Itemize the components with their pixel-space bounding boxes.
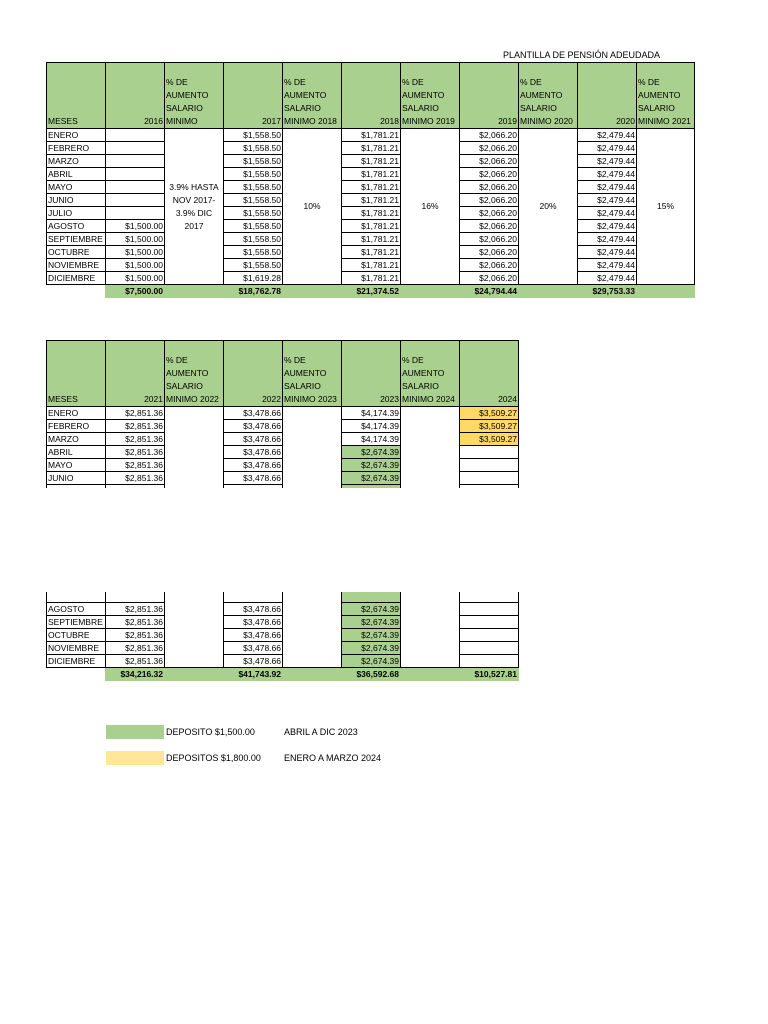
- value-2018: $1,781.21: [342, 207, 401, 220]
- value-2020: $2,479.44: [578, 181, 637, 194]
- table-row: [47, 246, 695, 259]
- value-2024: [460, 603, 519, 616]
- value-2018: $1,781.21: [342, 233, 401, 246]
- value-2017: $1,558.50: [224, 246, 283, 259]
- value-2016: [106, 142, 165, 155]
- total-2024: $10,527.81: [460, 668, 519, 681]
- total-blank: [165, 285, 224, 298]
- value-2023: $2,674.39: [342, 446, 401, 459]
- pct-2017-cell: 3.9% HASTA NOV 2017- 3.9% DIC 2017: [165, 129, 224, 285]
- month-cell: MARZO: [47, 155, 106, 168]
- value-2021: $2,851.36: [106, 472, 165, 485]
- value-2019: $2,066.20: [460, 155, 519, 168]
- value-2021: $2,851.36: [106, 459, 165, 472]
- value-2019: $2,066.20: [460, 246, 519, 259]
- total-blank: [283, 285, 342, 298]
- total-2019: $24,794.44: [460, 285, 519, 298]
- value-2024: [460, 616, 519, 629]
- month-cell: ENERO: [47, 129, 106, 142]
- value-2022: $3,478.66: [224, 655, 283, 668]
- value-2023: $4,174.39: [342, 420, 401, 433]
- pct-2018-cell: 10%: [283, 129, 342, 285]
- header-2021: 2021: [106, 341, 165, 407]
- value-2023: $2,674.39: [342, 616, 401, 629]
- value-2018: $1,781.21: [342, 220, 401, 233]
- header-meses: MESES: [47, 63, 106, 129]
- value-2017: $1,558.50: [224, 233, 283, 246]
- value-2021: $2,851.36: [106, 407, 165, 420]
- month-cell: SEPTIEMBRE: [47, 616, 106, 629]
- header-pct-2019: % DE AUMENTO SALARIO MINIMO 2019: [401, 63, 460, 129]
- total-2023: $36,592.68: [342, 668, 401, 681]
- total-blank: [401, 668, 460, 681]
- month-cell: NOVIEMBRE: [47, 642, 106, 655]
- value-2017: $1,558.50: [224, 259, 283, 272]
- month-cell: NOVIEMBRE: [47, 259, 106, 272]
- header-meses: MESES: [47, 341, 106, 407]
- value-2020: $2,479.44: [578, 168, 637, 181]
- value-2022: $3,478.66: [224, 603, 283, 616]
- pension-table-2016-2021: [46, 62, 695, 298]
- page-title: PLANTILLA DE PENSIÓN ADEUDADA: [503, 50, 661, 60]
- value-2021: $2,851.36: [106, 642, 165, 655]
- value-2017: $1,558.50: [224, 181, 283, 194]
- totals-row: [47, 668, 519, 681]
- value-2018: $1,781.21: [342, 129, 401, 142]
- value-2016: $1,500.00: [106, 233, 165, 246]
- value-2020: $2,479.44: [578, 142, 637, 155]
- month-cell: OCTUBRE: [47, 629, 106, 642]
- total-2018: $21,374.52: [342, 285, 401, 298]
- value-2018: $1,781.21: [342, 272, 401, 285]
- value-2018: $1,781.21: [342, 155, 401, 168]
- value-2024: $3,509.27: [460, 433, 519, 446]
- value-2016: $1,500.00: [106, 220, 165, 233]
- value-2022: $3,478.66: [224, 642, 283, 655]
- table-row: [47, 259, 695, 272]
- legend-label-green: DEPOSITO $1,500.00: [166, 727, 255, 737]
- value-2024: [460, 629, 519, 642]
- value-2019: $2,066.20: [460, 207, 519, 220]
- value-2018: $1,781.21: [342, 194, 401, 207]
- value-2016: [106, 194, 165, 207]
- value-2018: $1,781.21: [342, 181, 401, 194]
- value-2022: $3,478.66: [224, 433, 283, 446]
- month-cell: MAYO: [47, 459, 106, 472]
- value-2017: $1,558.50: [224, 168, 283, 181]
- value-2020: $2,479.44: [578, 207, 637, 220]
- month-cell: AGOSTO: [47, 603, 106, 616]
- header-2023: 2023: [342, 341, 401, 407]
- value-2024: [460, 642, 519, 655]
- month-cell: OCTUBRE: [47, 246, 106, 259]
- value-2020: $2,479.44: [578, 233, 637, 246]
- value-2019: $2,066.20: [460, 142, 519, 155]
- month-cell: DICIEMBRE: [47, 655, 106, 668]
- value-2017: $1,558.50: [224, 142, 283, 155]
- value-2023: $2,674.39: [342, 629, 401, 642]
- value-2023: $2,674.39: [342, 603, 401, 616]
- totals-spacer: [47, 285, 106, 298]
- month-cell: FEBRERO: [47, 142, 106, 155]
- page-break-gap: [0, 488, 768, 592]
- month-cell: JUNIO: [47, 472, 106, 485]
- value-2024: $3,509.27: [460, 420, 519, 433]
- table-row: [47, 168, 695, 181]
- table-row: [47, 142, 695, 155]
- header-2016: 2016: [106, 63, 165, 129]
- value-2023: $2,674.39: [342, 472, 401, 485]
- legend-swatch-green: [106, 725, 164, 739]
- value-2017: $1,558.50: [224, 155, 283, 168]
- totals-spacer: [47, 668, 106, 681]
- header-2017: 2017: [224, 63, 283, 129]
- value-2019: $2,066.20: [460, 194, 519, 207]
- value-2023: $4,174.39: [342, 433, 401, 446]
- value-2018: $1,781.21: [342, 259, 401, 272]
- value-2019: $2,066.20: [460, 181, 519, 194]
- value-2017: $1,558.50: [224, 220, 283, 233]
- value-2020: $2,479.44: [578, 129, 637, 142]
- value-2016: [106, 207, 165, 220]
- value-2020: $2,479.44: [578, 272, 637, 285]
- total-2017: $18,762.78: [224, 285, 283, 298]
- header-pct-2024: % DE AUMENTO SALARIO MINIMO 2024: [401, 341, 460, 407]
- value-2017: $1,558.50: [224, 129, 283, 142]
- value-2017: $1,619.28: [224, 272, 283, 285]
- month-cell: ENERO: [47, 407, 106, 420]
- value-2021: $2,851.36: [106, 616, 165, 629]
- header-pct-2018: % DE AUMENTO SALARIO MINIMO 2018: [283, 63, 342, 129]
- total-blank: [283, 668, 342, 681]
- value-2022: $3,478.66: [224, 472, 283, 485]
- value-2019: $2,066.20: [460, 168, 519, 181]
- value-2021: $2,851.36: [106, 446, 165, 459]
- value-2021: $2,851.36: [106, 420, 165, 433]
- value-2019: $2,066.20: [460, 233, 519, 246]
- value-2024: [460, 446, 519, 459]
- value-2024: [460, 655, 519, 668]
- total-2020: $29,753.33: [578, 285, 637, 298]
- month-cell: MARZO: [47, 433, 106, 446]
- header-2018: 2018: [342, 63, 401, 129]
- month-cell: SEPTIEMBRE: [47, 233, 106, 246]
- value-2022: $3,478.66: [224, 420, 283, 433]
- value-2018: $1,781.21: [342, 168, 401, 181]
- value-2022: $3,478.66: [224, 616, 283, 629]
- month-cell: AGOSTO: [47, 220, 106, 233]
- value-2016: $1,500.00: [106, 259, 165, 272]
- value-2016: [106, 181, 165, 194]
- value-2019: $2,066.20: [460, 259, 519, 272]
- month-cell: FEBRERO: [47, 420, 106, 433]
- header-pct-2022: % DE AUMENTO SALARIO MINIMO 2022: [165, 341, 224, 407]
- value-2022: $3,478.66: [224, 407, 283, 420]
- header-pct-2021: % DE AUMENTO SALARIO MINIMO 2021: [637, 63, 695, 129]
- value-2022: $3,478.66: [224, 446, 283, 459]
- value-2021: $2,851.36: [106, 655, 165, 668]
- value-2020: $2,479.44: [578, 194, 637, 207]
- header-2024: 2024: [460, 341, 519, 407]
- header-pct-2020: % DE AUMENTO SALARIO MINIMO 2020: [519, 63, 578, 129]
- total-2021: $34,216.32: [106, 668, 165, 681]
- month-cell: MAYO: [47, 181, 106, 194]
- total-blank: [165, 668, 224, 681]
- value-2016: [106, 155, 165, 168]
- header-pct-2017: % DE AUMENTO SALARIO MINIMO: [165, 63, 224, 129]
- value-2020: $2,479.44: [578, 246, 637, 259]
- value-2019: $2,066.20: [460, 272, 519, 285]
- value-2020: $2,479.44: [578, 259, 637, 272]
- month-cell: DICIEMBRE: [47, 272, 106, 285]
- table-row: [47, 207, 695, 220]
- total-blank: [637, 285, 695, 298]
- value-2022: $3,478.66: [224, 629, 283, 642]
- month-cell: JULIO: [47, 207, 106, 220]
- value-2024: [460, 472, 519, 485]
- value-2024: [460, 459, 519, 472]
- header-pct-2023: % DE AUMENTO SALARIO MINIMO 2023: [283, 341, 342, 407]
- total-blank: [401, 285, 460, 298]
- total-blank: [519, 285, 578, 298]
- totals-row: [47, 285, 695, 298]
- value-2023: $2,674.39: [342, 642, 401, 655]
- legend-label-yellow: DEPOSITOS $1,800.00: [166, 753, 261, 763]
- legend-range-yellow: ENERO A MARZO 2024: [284, 753, 382, 763]
- value-2023: $4,174.39: [342, 407, 401, 420]
- month-cell: ABRIL: [47, 168, 106, 181]
- month-cell: JUNIO: [47, 194, 106, 207]
- value-2024: $3,509.27: [460, 407, 519, 420]
- table-row: [47, 220, 695, 233]
- total-2016: $7,500.00: [106, 285, 165, 298]
- total-2022: $41,743.92: [224, 668, 283, 681]
- value-2018: $1,781.21: [342, 142, 401, 155]
- value-2021: $2,851.36: [106, 603, 165, 616]
- pct-2019-cell: 16%: [401, 129, 460, 285]
- value-2016: [106, 168, 165, 181]
- header-2019: 2019: [460, 63, 519, 129]
- legend-range-green: ABRIL A DIC 2023: [284, 727, 358, 737]
- header-2020: 2020: [578, 63, 637, 129]
- table-row: [47, 407, 519, 420]
- legend-swatch-yellow: [106, 751, 164, 765]
- value-2023: $2,674.39: [342, 655, 401, 668]
- value-2022: $3,478.66: [224, 459, 283, 472]
- value-2019: $2,066.20: [460, 220, 519, 233]
- value-2020: $2,479.44: [578, 220, 637, 233]
- value-2020: $2,479.44: [578, 155, 637, 168]
- table-row: [47, 181, 695, 194]
- value-2021: $2,851.36: [106, 629, 165, 642]
- pct-2021-cell: 15%: [637, 129, 695, 285]
- value-2023: $2,674.39: [342, 459, 401, 472]
- table-row: [47, 233, 695, 246]
- table-row: [47, 129, 695, 142]
- pct-2020-cell: 20%: [519, 129, 578, 285]
- value-2017: $1,558.50: [224, 207, 283, 220]
- month-cell: ABRIL: [47, 446, 106, 459]
- table-row: [47, 155, 695, 168]
- table-row: [47, 194, 695, 207]
- value-2018: $1,781.21: [342, 246, 401, 259]
- value-2021: $2,851.36: [106, 433, 165, 446]
- value-2017: $1,558.50: [224, 194, 283, 207]
- value-2016: $1,500.00: [106, 272, 165, 285]
- value-2016: [106, 129, 165, 142]
- value-2016: $1,500.00: [106, 246, 165, 259]
- value-2019: $2,066.20: [460, 129, 519, 142]
- header-2022: 2022: [224, 341, 283, 407]
- table-row: [47, 272, 695, 285]
